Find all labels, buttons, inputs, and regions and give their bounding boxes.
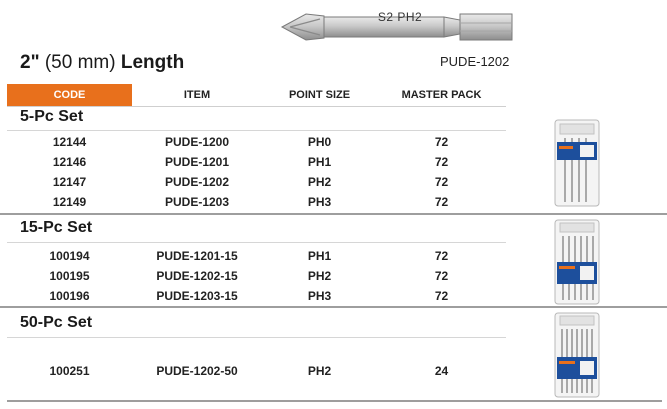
cell-item: PUDE-1202-50 <box>156 364 238 378</box>
title-word: Length <box>120 52 185 73</box>
column-header-item: ITEM <box>183 89 211 101</box>
table-row <box>7 362 506 380</box>
cell-point-size: PH3 <box>307 195 332 209</box>
cell-item: PUDE-1203-15 <box>156 289 238 303</box>
group-separator <box>0 213 667 215</box>
cell-item: PUDE-1203 <box>164 195 230 209</box>
bit-image-code: PUDE-1202 <box>440 54 510 69</box>
set-divider <box>7 130 506 131</box>
set-title: 50-Pc Set <box>20 314 93 331</box>
set-divider <box>7 337 506 338</box>
cell-master-pack: 72 <box>434 155 449 169</box>
column-header-master-pack: MASTER PACK <box>401 89 482 101</box>
table-row <box>7 267 506 285</box>
cell-master-pack: 72 <box>434 289 449 303</box>
cell-item: PUDE-1202 <box>164 175 230 189</box>
cell-code: 12149 <box>52 195 87 209</box>
cell-point-size: PH2 <box>307 175 332 189</box>
set-title: 5-Pc Set <box>20 108 84 125</box>
page-title <box>20 52 184 74</box>
table-row <box>7 287 506 305</box>
cell-point-size: PH1 <box>307 249 332 263</box>
cell-item: PUDE-1200 <box>164 135 230 149</box>
bit-engraving: S2 PH2 <box>377 10 423 24</box>
cell-code: 12147 <box>52 175 87 189</box>
cell-master-pack: 72 <box>434 195 449 209</box>
table-bottom-rule <box>7 400 662 402</box>
table-row <box>7 173 506 191</box>
cell-code: 100196 <box>49 289 90 303</box>
cell-point-size: PH1 <box>307 155 332 169</box>
cell-point-size: PH2 <box>307 269 332 283</box>
cell-master-pack: 72 <box>434 135 449 149</box>
bit-pack-50pc-icon <box>552 311 602 399</box>
cell-code: 12144 <box>52 135 87 149</box>
cell-code: 12146 <box>52 155 87 169</box>
table-row <box>7 133 506 151</box>
cell-item: PUDE-1201 <box>164 155 230 169</box>
bit-pack-5pc-icon <box>552 118 602 208</box>
title-metric: (50 mm) <box>44 52 116 73</box>
bit-pack-15pc-icon <box>552 218 602 306</box>
cell-code: 100194 <box>49 249 90 263</box>
cell-master-pack: 72 <box>434 249 449 263</box>
cell-code: 100251 <box>49 364 90 378</box>
cell-code: 100195 <box>49 269 90 283</box>
cell-item: PUDE-1201-15 <box>156 249 238 263</box>
table-header <box>7 84 506 107</box>
cell-master-pack: 72 <box>434 175 449 189</box>
group-separator <box>0 306 667 308</box>
table-row <box>7 153 506 171</box>
set-divider <box>7 242 506 243</box>
title-size: 2" <box>20 52 40 73</box>
column-header-point-size: POINT SIZE <box>288 89 351 101</box>
table-row <box>7 193 506 211</box>
cell-point-size: PH3 <box>307 289 332 303</box>
table-row <box>7 247 506 265</box>
cell-master-pack: 24 <box>434 364 449 378</box>
set-title: 15-Pc Set <box>20 219 93 236</box>
cell-master-pack: 72 <box>434 269 449 283</box>
cell-point-size: PH2 <box>307 364 332 378</box>
cell-item: PUDE-1202-15 <box>156 269 238 283</box>
cell-point-size: PH0 <box>307 135 332 149</box>
column-header-code: CODE <box>7 84 132 106</box>
